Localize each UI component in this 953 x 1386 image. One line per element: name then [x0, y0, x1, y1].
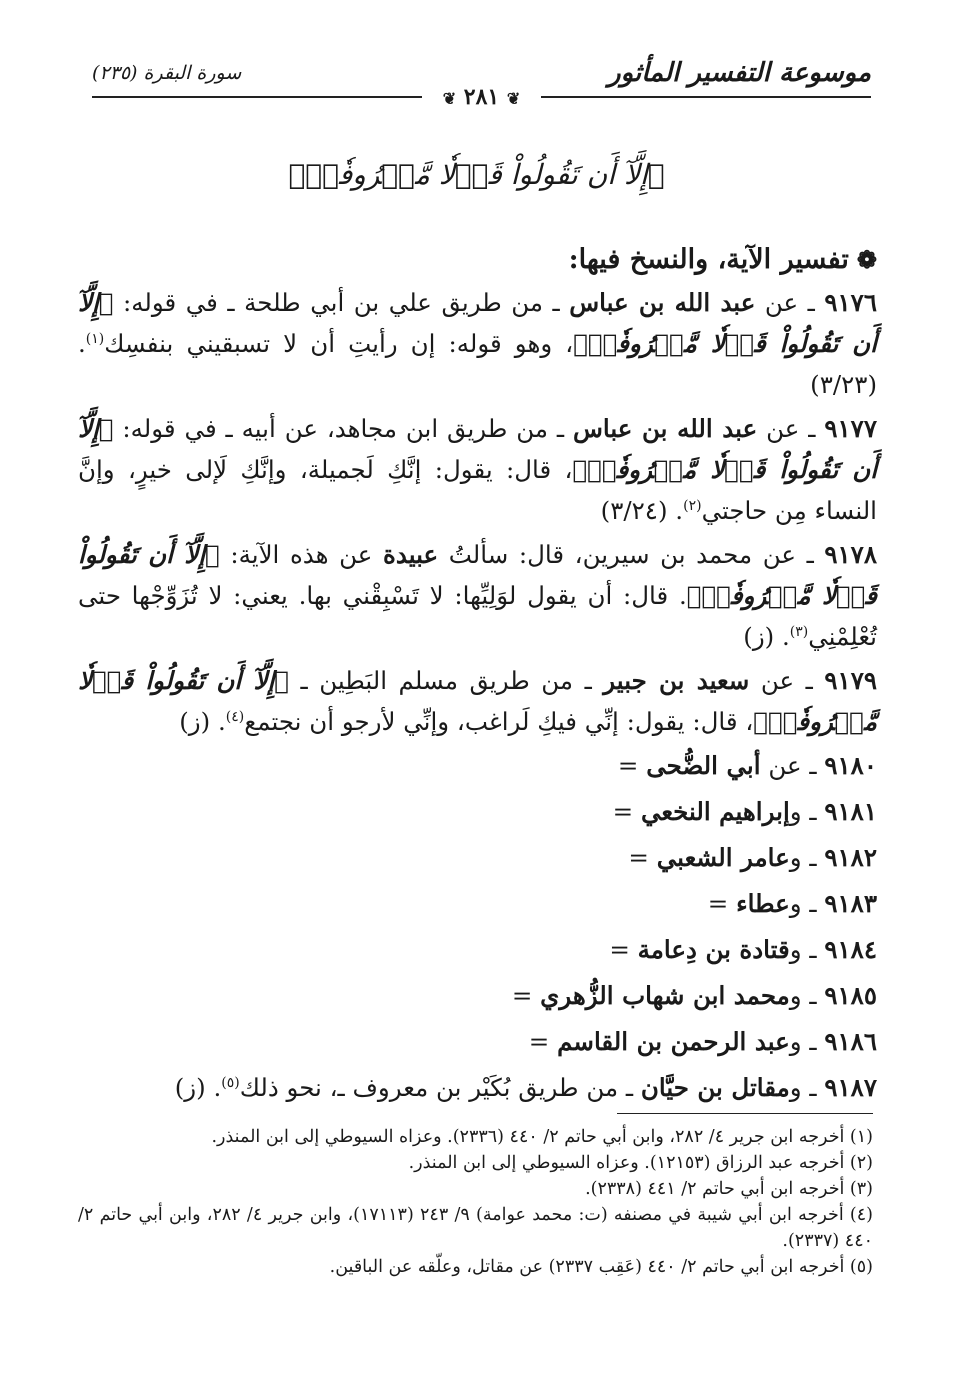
narrator-name: أبي الضُّحى — [646, 751, 761, 780]
entry-number: ٩١٧٩ — [824, 666, 878, 695]
header-rule-right — [541, 96, 871, 98]
entry-prefix: ـ و — [789, 797, 825, 826]
entry-chain: ـ من طريق بُكَيْر بن معروف ـ، نحو ذلك — [239, 1073, 641, 1102]
section-title-text: تفسير الآية، والنسخ فيها: — [568, 244, 849, 275]
entry-prefix: ـ عن محمد بن سيرين، قال: سألتُ — [438, 540, 825, 569]
entry-text: ، قال: يقول: إنَّكِ لَجميلة، وإنَّكِ لَإلى خيرٍ، وإنَّ النساء مِن حاجتي — [78, 455, 877, 525]
narrator-name: عطاء — [736, 889, 790, 918]
narrator-name: عبد الرحمن بن القاسم — [557, 1027, 790, 1056]
narration-entry — [78, 282, 877, 405]
entry-number: ٩١٨٦ — [824, 1027, 877, 1056]
entry-number: ٩١٧٨ — [824, 540, 877, 569]
entry-prefix: ـ و — [789, 1073, 825, 1102]
entry-equals: = — [707, 889, 737, 918]
entry-chain: ـ من طريق علي بن أبي طلحة ـ في قوله: — [113, 288, 570, 317]
entry-equals: = — [617, 751, 647, 780]
flower-icon: ❁ — [856, 245, 877, 274]
quran-quote: ﴿إِلَّآ أَن تَقُولُواْ قَوۡلٗا مَّعۡرُوفٗاۚ﴾ — [78, 666, 877, 736]
footnote-mark: (٤) — [225, 708, 245, 725]
narration-entry — [78, 929, 877, 971]
narration-entry — [78, 837, 877, 879]
entry-number: ٩١٧٦ — [824, 288, 877, 317]
verse-ref: (٢٣٥) — [92, 62, 138, 84]
entry-number: ٩١٨٤ — [824, 935, 877, 964]
quran-quote: ﴿إِلَّآ أَن تَقُولُواْ قَوۡلٗا مَّعۡرُوفٗاۚ﴾ — [78, 414, 877, 484]
quran-quote: ﴿إِلَّآ أَن تَقُولُواْ قَوۡلٗا مَّعۡرُوفٗاۚ﴾ — [78, 288, 877, 358]
entry-text: ، قال: يقول: إنِّي فيكِ لَراغب، وإنِّي لأرجو أن نجتمع — [244, 707, 754, 736]
footnote-separator — [617, 1113, 873, 1114]
surah-label — [92, 62, 241, 84]
entry-ref: . (٣/٢٣) — [78, 329, 877, 399]
footnote: (٤) أخرجه ابن أبي شيبة في مصنفه (ت: محمد عوامة) ٩/ ٢٤٣ (١٧١١٣)، وابن جرير ٤/ ٢٨٢، وابن أبي حاتم ٢/ ٤٤٠ (٢٣٣٧). — [78, 1205, 873, 1251]
entry-prefix: ـ عن — [755, 288, 825, 317]
entry-text: . قال: أن يقول لوَلِيِّها: لا تَسْبِقْني بها. يعني: لا تُزَوِّجْها حتى تُعْلِمْنِي — [78, 581, 877, 651]
narration-entry — [78, 745, 877, 787]
ornament-icon: ❦ — [442, 89, 457, 108]
entry-equals: = — [609, 935, 638, 964]
footnote-mark: (٥) — [221, 1074, 240, 1091]
footnote: (٢) أخرجه عبد الرزاق (١٢١٥٣). وعزاه السيوطي إلى ابن المنذر. — [408, 1153, 873, 1173]
entry-prefix: ـ و — [789, 843, 825, 872]
entry-number: ٩١٧٧ — [824, 414, 877, 443]
narration-entry — [78, 883, 877, 925]
header-rule-left — [92, 96, 422, 98]
narration-entry — [78, 975, 877, 1017]
narration-entry — [78, 660, 877, 742]
entry-prefix: ـ و — [789, 935, 825, 964]
narration-entry — [78, 1067, 877, 1109]
narration-entry — [78, 408, 877, 531]
entry-number: ٩١٨٣ — [824, 889, 877, 918]
entry-number: ٩١٨٧ — [824, 1073, 877, 1102]
surah-name: سورة البقرة — [143, 62, 242, 84]
section-title — [569, 244, 877, 275]
page-number-box — [443, 84, 521, 110]
entry-ref: . (ز) — [743, 622, 790, 651]
footnote: (٥) أخرجه ابن أبي حاتم ٢/ ٤٤٠ (عَقِب ٢٣٣٧) عن مقاتل، وعلّقه عن الباقين. — [329, 1257, 873, 1277]
narrator-name: إبراهيم النخعي — [640, 797, 790, 826]
entry-equals: = — [528, 1027, 558, 1056]
entry-chain: ـ من طريق ابن مجاهد، عن أبيه ـ في قوله: — [113, 414, 573, 443]
entry-ref: . (ز) — [179, 707, 226, 736]
entry-text: ، وهو قوله: إن رأيتِ أن لا تسبقيني بنفسِك — [104, 329, 574, 358]
ornament-icon: ❦ — [506, 89, 521, 108]
narration-entry — [78, 791, 877, 833]
narrator-name: عبد الله بن عباس — [573, 414, 758, 443]
book-title: موسوعة التفسير المأثور — [608, 58, 871, 88]
verse-heading: ﴿إِلَّآ أَن تَقُولُواْ قَوۡلٗا مَّعۡرُوفٗاۚ﴾ — [288, 158, 665, 191]
footnote-mark: (٢) — [683, 497, 702, 514]
page-number: ٢٨١ — [463, 84, 500, 110]
entry-prefix: ـ عن — [760, 751, 825, 780]
entry-ref: . (٣/٢٤) — [600, 496, 684, 525]
narrator-name: محمد ابن شهاب الزُّهري — [540, 981, 790, 1010]
entry-equals: = — [612, 797, 641, 826]
entry-prefix: ـ و — [789, 981, 825, 1010]
narration-entry — [78, 534, 877, 657]
entry-chain: ـ من طريق مسلم البَطِين ـ — [288, 666, 604, 695]
footnote: (٣) أخرجه ابن أبي حاتم ٢/ ٤٤١ (٢٣٣٨). — [585, 1179, 873, 1199]
narrator-name: عبد الله بن عباس — [569, 288, 756, 317]
main-text — [78, 282, 877, 1113]
narrator-name: عامر الشعبي — [656, 843, 790, 872]
entry-number: ٩١٨٢ — [824, 843, 877, 872]
footnotes — [78, 1124, 873, 1280]
entry-prefix: ـ عن — [749, 666, 825, 695]
entry-chain: عن هذه الآية: — [219, 540, 384, 569]
entry-number: ٩١٨٠ — [824, 751, 877, 780]
narrator-name: مقاتل بن حيَّان — [640, 1073, 790, 1102]
narrator-name: قتادة بن دِعامة — [637, 935, 790, 964]
entry-equals: = — [628, 843, 657, 872]
footnote-mark: (١) — [85, 330, 105, 347]
entry-number: ٩١٨٥ — [824, 981, 877, 1010]
narrator-name: سعيد بن جبير — [603, 666, 750, 695]
narration-entry — [78, 1021, 877, 1063]
page-header — [92, 52, 871, 110]
entry-number: ٩١٨١ — [824, 797, 877, 826]
entry-prefix: ـ عن — [757, 414, 825, 443]
quran-quote: ﴿إِلَّآ أَن تَقُولُواْ قَوۡلٗا مَّعۡرُوفٗاۚ﴾ — [78, 540, 877, 610]
footnote: (١) أخرجه ابن جرير ٤/ ٢٨٢، وابن أبي حاتم ٢/ ٤٤٠ (٢٣٣٦). وعزاه السيوطي إلى ابن المنذر. — [211, 1127, 873, 1147]
entry-prefix: ـ و — [789, 889, 825, 918]
entry-ref: . (ز) — [174, 1073, 222, 1102]
footnote-mark: (٣) — [789, 623, 809, 640]
entry-prefix: ـ و — [789, 1027, 825, 1056]
narrator-name: عبيدة — [383, 540, 439, 569]
entry-equals: = — [511, 981, 541, 1010]
